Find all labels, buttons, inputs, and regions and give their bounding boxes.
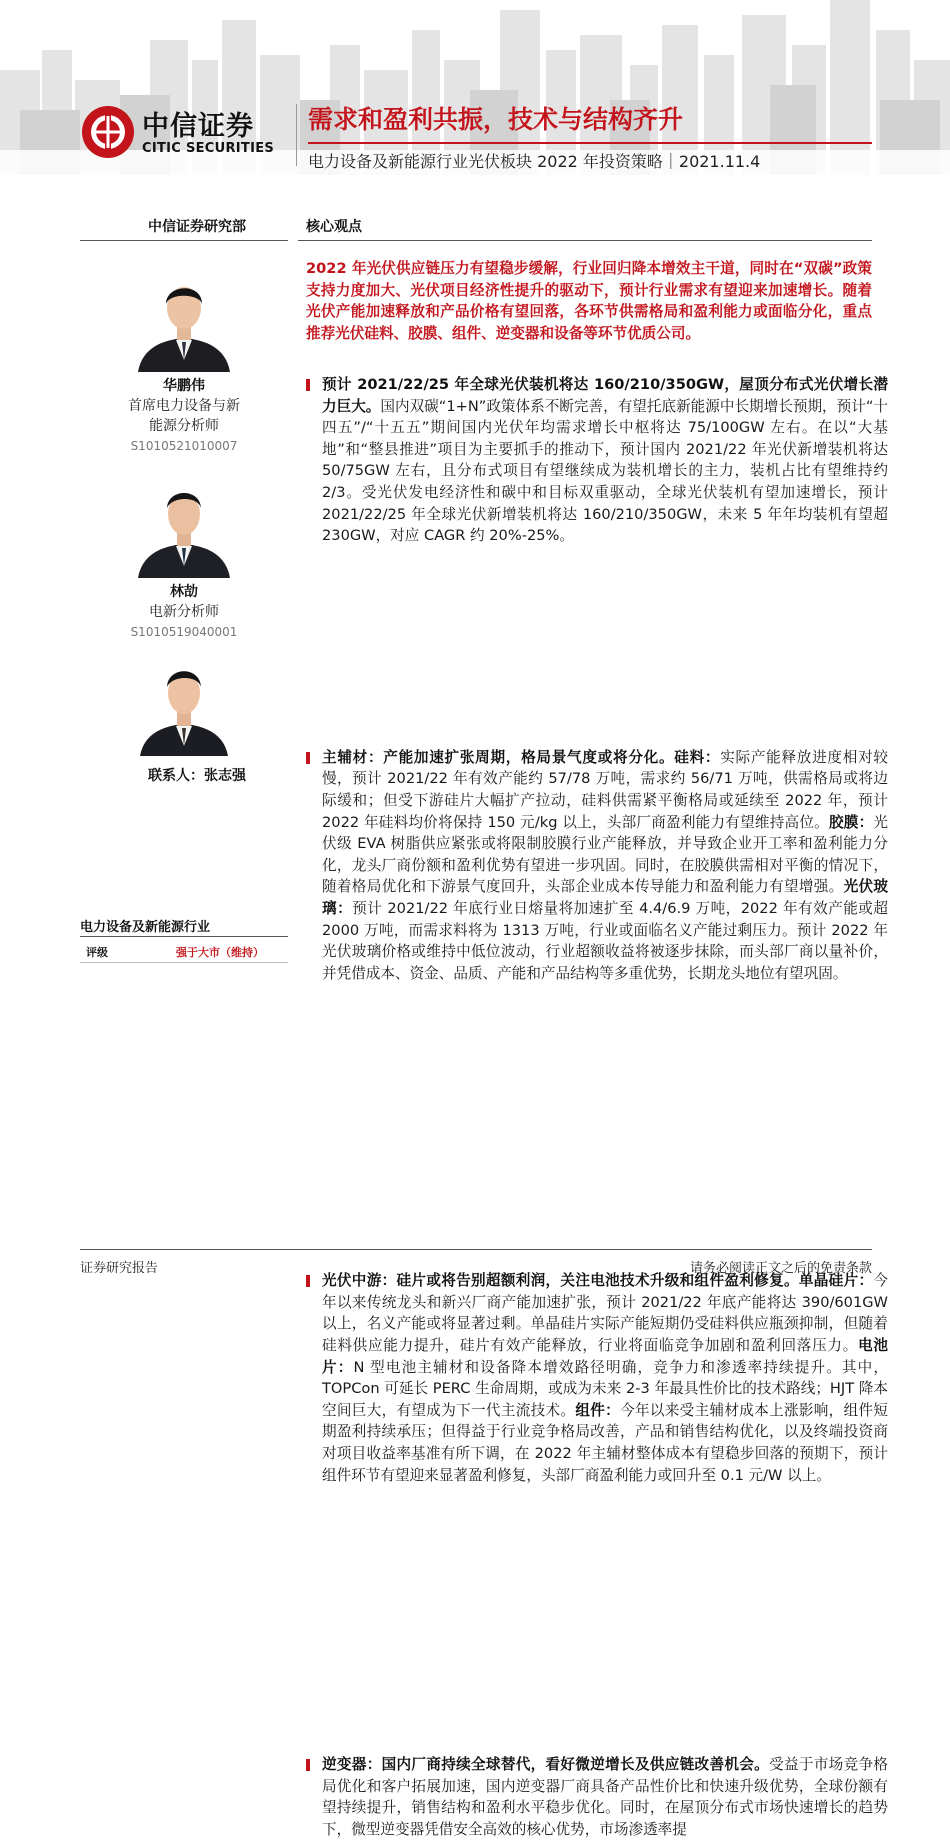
key-point-text: 国内双碳“1+N”政策体系不断完善，有望托底新能源中长期增长预期，预计“十四五”/“十五五”期间国内光伏年均需求增长中枢将达 75/100GW 左右。在以“大基地”和“整县推进”项目为主要抓手的推动下，预计国内 2021/22 年光伏新增装机将达 50/75GW 左右，且分布式项目有望继续成为装机增长的主力，装机占比有望维持约 2/3。受光伏发电经济性和碳中和目标双重驱动，全球光伏装机有望加速增长，预计 2021/22/25 年全球光伏新增装机将达 160/210/350GW，未来 5 年年均装机有望超 230GW，对应 CAGR 约 20%-25%。: [322, 397, 888, 545]
key-point-text: 光伏级 EVA 树脂供应紧张或将限制胶膜行业产能释放，并导致企业开工率和盈利能力分化，龙头厂商份额和盈利优势有望进一步巩固。同时，在胶膜供需相对平衡的情况下，随着格局优化和下游景气度回升，头部企业成本传导能力和盈利能力有望增强。: [322, 813, 888, 896]
key-point-heading: 预计 2021/22/25 年全球光伏装机将达 160/210/350GW，屋顶分布式光伏增长潜力巨大。: [322, 376, 888, 415]
key-point-paragraph: [306, 747, 888, 985]
key-point-paragraph: [306, 1754, 888, 1840]
contact-card: [80, 652, 288, 760]
key-point-paragraph: [306, 1270, 888, 1486]
lead-summary: 2022 年光伏供应链压力有望稳步缓解，行业回归降本增效主干道，同时在“双碳”政策支持力度加大、光伏项目经济性提升的驱动下，预计行业需求有望迎来加速增长。随着光伏产能加速释放和产品价格有望回落，各环节供需格局和盈利能力或面临分化，重点推荐光伏硅料、胶膜、组件、逆变器和设备等环节优质公司。: [306, 260, 872, 342]
contact-person: 联系人：张志强: [148, 768, 246, 784]
industry-label: 电力设备及新能源行业: [80, 920, 211, 935]
brand-name-cn: 中信证券: [142, 111, 254, 142]
key-point-heading: 光伏中游：硅片或将告别超额利润，关注电池技术升级和组件盈利修复。单晶硅片：: [322, 1272, 874, 1290]
key-point-heading: 光伏玻璃：: [322, 878, 888, 917]
key-point-paragraph: [306, 374, 888, 547]
key-point-heading: 胶膜：: [828, 813, 874, 831]
analyst-name: 林劼: [170, 584, 198, 600]
key-point-text: 预计 2021/22 年底行业日熔量将加速扩至 4.4/6.9 万吨，2022 年有效产能或超 2000 万吨，而需求料将为 1313 万吨，行业或面临名义产能过剩压力。预计 2022 年光伏玻璃价格或维持中低位波动，行业超额收益将被逐步抹除，而头部厂商以量补价，并凭借成本、资金、品质、产能和产品结构等多重优势，长期龙头地位有望巩固。: [322, 899, 888, 982]
report-subtitle: 电力设备及新能源行业光伏板块 2022 年投资策略｜2021.11.4: [308, 152, 761, 171]
key-point-heading: 电池片：: [322, 1337, 888, 1376]
analyst-role: 能源分析师: [149, 418, 219, 434]
analyst-card: [80, 474, 288, 641]
analyst-role: 首席电力设备与新: [128, 398, 240, 414]
bullet-marker: [306, 1759, 310, 1771]
analyst-photo-icon: [132, 268, 236, 372]
section-title: 核心观点: [306, 219, 362, 235]
contact-photo-icon: [132, 652, 236, 756]
key-point-heading: 组件：: [575, 1401, 621, 1419]
bullet-marker: [306, 1275, 310, 1287]
key-point-text: 实际产能释放进度相对较慢，预计 2021/22 年有效产能约 57/78 万吨，需求约 56/71 万吨，供需格局或将边际缓和；但受下游硅片大幅扩产拉动，硅料供需紧平衡格局或延续至 2022 年，预计 2022 年硅料均价将保持 150 元/kg 以上，头部厂商盈利能力有望维持高位。: [322, 748, 888, 831]
key-point-text: 今年以来传统龙头和新兴厂商产能加速扩张，预计 2021/22 年底产能将达 390/601GW 以上，名义产能或将显著过剩。单晶硅片实际产能短期仍受硅料供应瓶颈抑制，但随着硅料供应能力提升，硅片有效产能释放，行业将面临竞争加剧和盈利回落压力。: [322, 1272, 888, 1355]
footer-report-type: 证券研究报告: [80, 1261, 159, 1276]
rating-value: 强于大市（维持）: [176, 946, 264, 959]
citic-emblem-icon: [80, 104, 136, 160]
sidebar-rule: [80, 240, 288, 241]
key-point-text: N 型电池主辅材和设备降本增效路径明确，竞争力和渗透率持续提升。其中，TOPCon 可延长 PERC 生命周期，或成为未来 2-3 年最具性价比的技术路线；HJT 降本空间巨大，有望成为下一代主流技术。: [322, 1358, 888, 1419]
report-title: 需求和盈利共振，技术与结构齐升: [308, 105, 684, 134]
analyst-license-id: S1010519040001: [130, 625, 238, 639]
industry-rule: [80, 936, 288, 937]
header-divider: [296, 104, 297, 166]
key-point-text: 今年以来受主辅材成本上涨影响，组件短期盈利持续承压；但得益于行业竞争格局改善，产品和销售结构优化，以及终端投资商对项目收益率基准有所下调，在 2022 年主辅材整体成本有望稳步回落的预期下，预计组件环节有望迎来显著盈利修复，头部厂商盈利能力或回升至 0.1 元/W 以上。: [322, 1401, 888, 1484]
department-label: 中信证券研究部: [148, 219, 246, 235]
citic-logo: [80, 104, 290, 162]
analyst-role: 电新分析师: [149, 604, 219, 620]
key-point-text: 受益于市场竞争格局优化和客户拓展加速，国内逆变器厂商具备产品性价比和快速升级优势，全球份额有望持续提升，销售结构和盈利水平稳步优化。同时，在屋顶分布式市场快速增长的趋势下，微型逆变器凭借安全高效的核心优势，市场渗透率提: [322, 1756, 888, 1838]
analyst-license-id: S1010521010007: [130, 439, 238, 453]
analyst-name: 华鹏伟: [163, 378, 205, 394]
footer-disclaimer: 请务必阅读正文之后的免责条款: [689, 1261, 872, 1276]
analyst-photo-icon: [132, 474, 236, 578]
title-rule: [308, 142, 872, 144]
brand-name-en: CITIC SECURITIES: [142, 141, 275, 156]
main-rule: [298, 240, 872, 241]
key-point-heading: 逆变器：国内厂商持续全球替代，看好微逆增长及供应链改善机会。: [322, 1756, 770, 1774]
bullet-marker: [306, 752, 310, 764]
bullet-marker: [306, 379, 310, 391]
analyst-card: [80, 268, 288, 455]
rating-rule: [80, 962, 288, 963]
rating-label: 评级: [86, 946, 108, 959]
key-point-heading: 主辅材：产能加速扩张周期，格局景气度或将分化。硅料：: [322, 748, 721, 766]
footer-rule: [80, 1249, 872, 1250]
